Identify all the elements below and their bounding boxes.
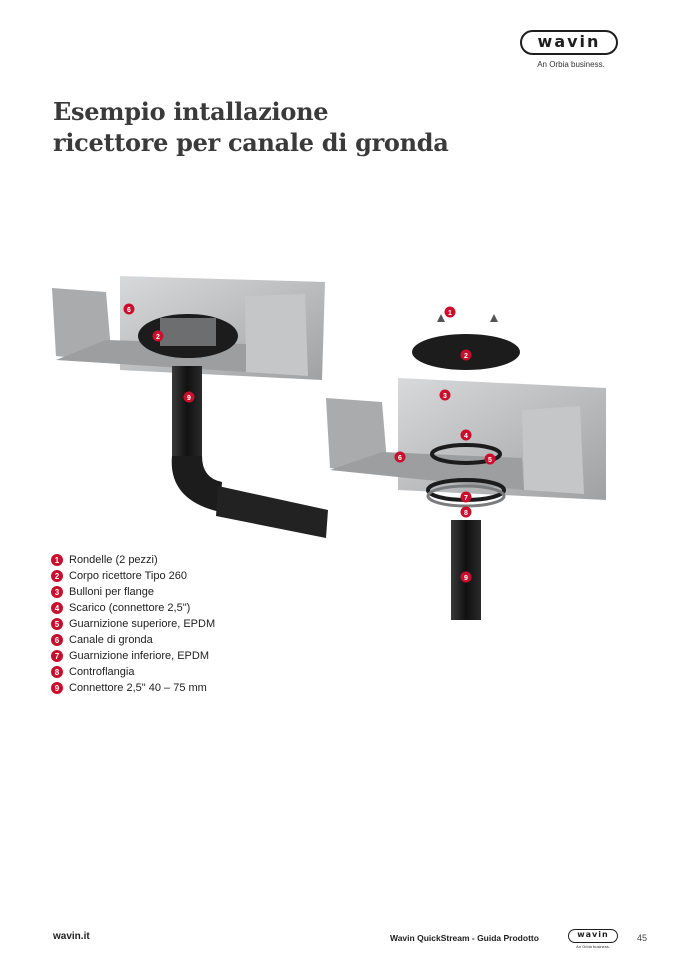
svg-text:2: 2 xyxy=(464,353,468,360)
svg-text:6: 6 xyxy=(398,455,402,462)
svg-text:9: 9 xyxy=(187,395,191,402)
wavin-logo: wavin xyxy=(520,30,618,55)
legend-item xyxy=(51,616,215,632)
footer-site-link[interactable]: wavin.it xyxy=(53,931,90,942)
callout-2b xyxy=(461,350,472,361)
svg-text:6: 6 xyxy=(127,307,131,314)
title-line-1: Esempio intallazione xyxy=(53,97,329,126)
legend-number: 7 xyxy=(51,650,63,662)
svg-text:4: 4 xyxy=(464,433,468,440)
pipe-horizontal xyxy=(216,486,328,538)
legend-label: Rondelle (2 pezzi) xyxy=(69,554,158,566)
connector-pipe xyxy=(451,520,481,620)
legend-label: Controflangia xyxy=(69,666,135,678)
svg-text:8: 8 xyxy=(464,510,468,517)
legend-number: 6 xyxy=(51,634,63,646)
callout-6 xyxy=(124,304,135,315)
legend-label: Guarnizione superiore, EPDM xyxy=(69,618,216,630)
legend-number: 4 xyxy=(51,602,63,614)
page-number: 45 xyxy=(637,933,648,943)
legend-label: Guarnizione inferiore, EPDM xyxy=(69,650,210,662)
legend-label: Connettore 2,5" 40 – 75 mm xyxy=(69,682,207,694)
pipe-vertical xyxy=(172,366,202,458)
legend-item xyxy=(51,632,215,648)
legend-item xyxy=(51,568,215,584)
legend-label: Corpo ricettore Tipo 260 xyxy=(69,570,188,582)
legend-number: 2 xyxy=(51,570,63,582)
legend-number: 1 xyxy=(51,554,63,566)
svg-text:5: 5 xyxy=(488,457,492,464)
callout-5 xyxy=(485,454,496,465)
pipe-elbow xyxy=(172,456,222,512)
legend-item xyxy=(51,648,215,664)
legend-number: 8 xyxy=(51,666,63,678)
callout-3 xyxy=(440,390,451,401)
logo-tagline: An Orbia business. xyxy=(537,60,605,69)
callout-8 xyxy=(461,507,472,518)
title-line-2: ricettore per canale di gronda xyxy=(53,128,449,157)
drain-grate xyxy=(160,318,216,346)
callout-2 xyxy=(153,331,164,342)
callout-9b xyxy=(461,572,472,583)
legend-number: 3 xyxy=(51,586,63,598)
gutter-right-flap xyxy=(245,294,308,376)
legend-item xyxy=(51,552,215,568)
svg-text:9: 9 xyxy=(464,575,468,582)
legend-number: 9 xyxy=(51,682,63,694)
callout-6b xyxy=(395,452,406,463)
callout-4 xyxy=(461,430,472,441)
footer-document-title: Wavin QuickStream - Guida Prodotto xyxy=(390,933,539,943)
legend-item xyxy=(51,664,215,680)
svg-text:2: 2 xyxy=(156,334,160,341)
washer-right xyxy=(490,314,498,322)
svg-text:3: 3 xyxy=(443,393,447,400)
legend-label: Canale di gronda xyxy=(69,634,153,646)
footer-wavin-logo: wavin xyxy=(568,929,618,943)
legend-item xyxy=(51,584,215,600)
parts-legend xyxy=(51,552,215,696)
legend-label: Scarico (connettore 2,5") xyxy=(69,602,191,614)
legend-item xyxy=(51,600,215,616)
legend-number: 5 xyxy=(51,618,63,630)
callout-7 xyxy=(461,492,472,503)
callout-9 xyxy=(184,392,195,403)
svg-text:7: 7 xyxy=(464,495,468,502)
footer-logo-tagline: An Orbia business. xyxy=(576,944,610,949)
left-assembly xyxy=(52,276,328,538)
legend-label: Bulloni per flange xyxy=(69,586,155,598)
page-title xyxy=(53,96,449,158)
callout-1 xyxy=(445,307,456,318)
svg-text:1: 1 xyxy=(448,310,452,317)
exploded-gutter-right xyxy=(522,406,584,494)
legend-item xyxy=(51,680,215,696)
washer-left xyxy=(437,314,445,322)
